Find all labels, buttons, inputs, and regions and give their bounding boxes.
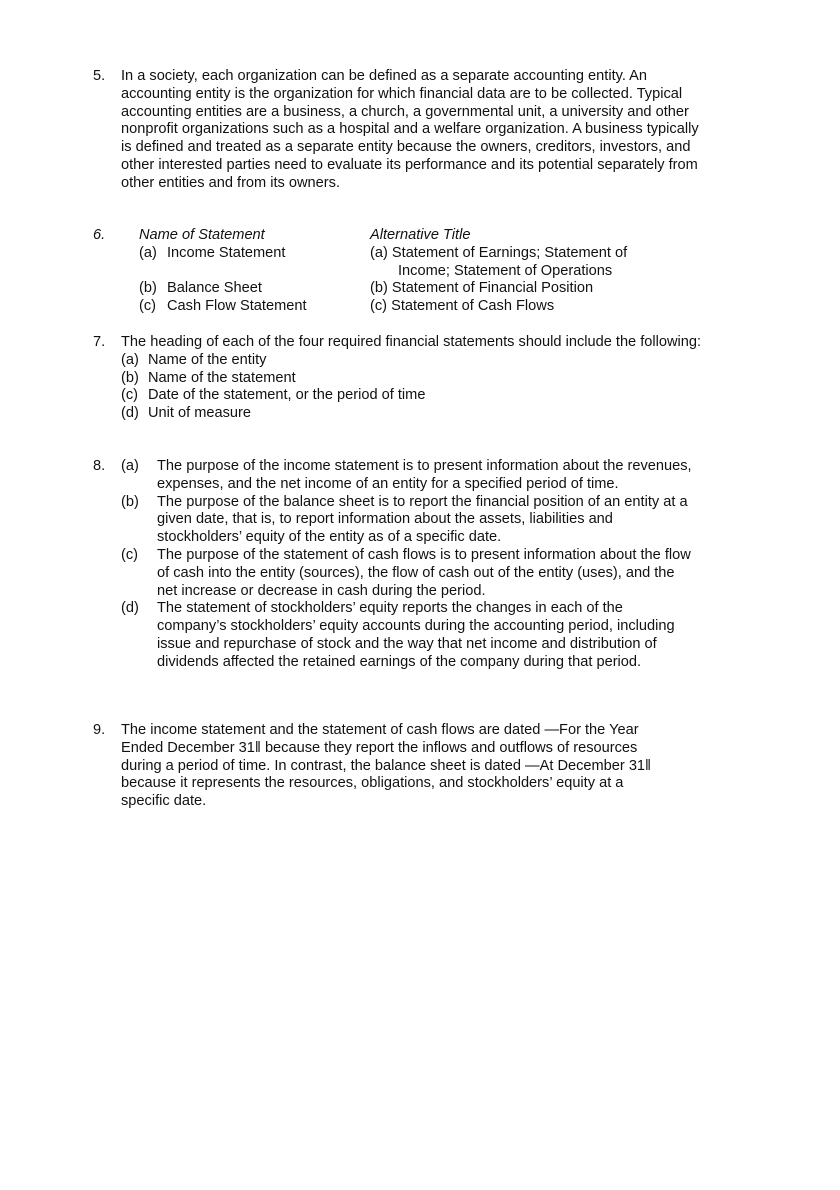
column-header-alternative: Alternative Title: [370, 227, 471, 243]
answer-5: [93, 68, 713, 193]
table-header-row: [93, 227, 713, 245]
alternative-title: (b) Statement of Financial Position: [370, 280, 594, 297]
answer-number: 7.: [93, 334, 106, 350]
table-row: [93, 298, 713, 316]
list-item: (b) Name of the statement: [121, 369, 296, 386]
list-item: (d) Unit of measure: [121, 405, 252, 422]
alternative-title-continued: Income; Statement of Operations: [398, 262, 613, 279]
statement-name: (a) Income Statement: [139, 244, 286, 261]
alternative-title: (c) Statement of Cash Flows: [370, 298, 555, 315]
list-item: (a) Name of the entity: [121, 351, 267, 368]
answer-number: 6.: [93, 227, 106, 243]
answer-text: In a society, each organization can be defined as a separate accounting entity. An accounting entity is the organization for which financial data are to be collected. Typical accounting entities are a business, a church, a governmental unit, a university and other nonprofit organizations such as a hospital and a welfare organization. A business typically is defined and treated as a separate entity because the owners, creditors, investors, and other interested parties need to evaluate its performance and its potential separately from other entities and from its owners.: [121, 68, 699, 191]
statement-name: (b) Balance Sheet: [139, 280, 262, 297]
table-row: [93, 280, 713, 298]
list-item: (c) The purpose of the statement of cash flows is to present information about the flow of cash into the entity (sources), the flow of cash out of the entity (uses), and the net increase or decrease in cash during the period.: [121, 546, 691, 599]
column-header-name: Name of Statement: [139, 227, 265, 243]
answer-number: 9.: [93, 722, 106, 738]
list-item: (a) The purpose of the income statement is to present information about the revenues, expenses, and the net income of an entity for a specified period of time.: [121, 458, 692, 492]
answer-8: [93, 458, 693, 672]
answer-intro: The heading of each of the four required financial statements should include the following:: [121, 334, 702, 350]
answer-text: The income statement and the statement of cash flows are dated ―For the Year Ended December 31‖ because they report the inflows and outflows of resources during a period of time. In contrast, the balance sheet is dated ―At December 31‖ because it represents the resources, obligations, and stockholders’ equity at a specific date.: [121, 722, 652, 810]
list-item: (d) The statement of stockholders’ equity reports the changes in each of the company’s stockholders’ equity accounts during the accounting period, including issue and repurchase of stock and the way that net income and distribution of dividends affected the retained earnings of the company during that period.: [121, 600, 675, 670]
answer-7: [93, 334, 713, 423]
statement-name: (c) Cash Flow Statement: [139, 298, 307, 315]
table-row-continuation: [93, 263, 713, 281]
list-item: (c) Date of the statement, or the period of time: [121, 387, 426, 404]
alternative-title: (a) Statement of Earnings; Statement of: [370, 244, 628, 261]
list-item: (b) The purpose of the balance sheet is to report the financial position of an entity at a given date, that is, to report information about the assets, liabilities and stockholders’ equity of the entity as of a specific date.: [121, 493, 688, 546]
answer-number: 8.: [93, 458, 106, 474]
table-row: [93, 245, 713, 263]
answer-number: 5.: [93, 68, 106, 84]
answer-9: [93, 722, 673, 811]
answer-6: [93, 227, 713, 316]
